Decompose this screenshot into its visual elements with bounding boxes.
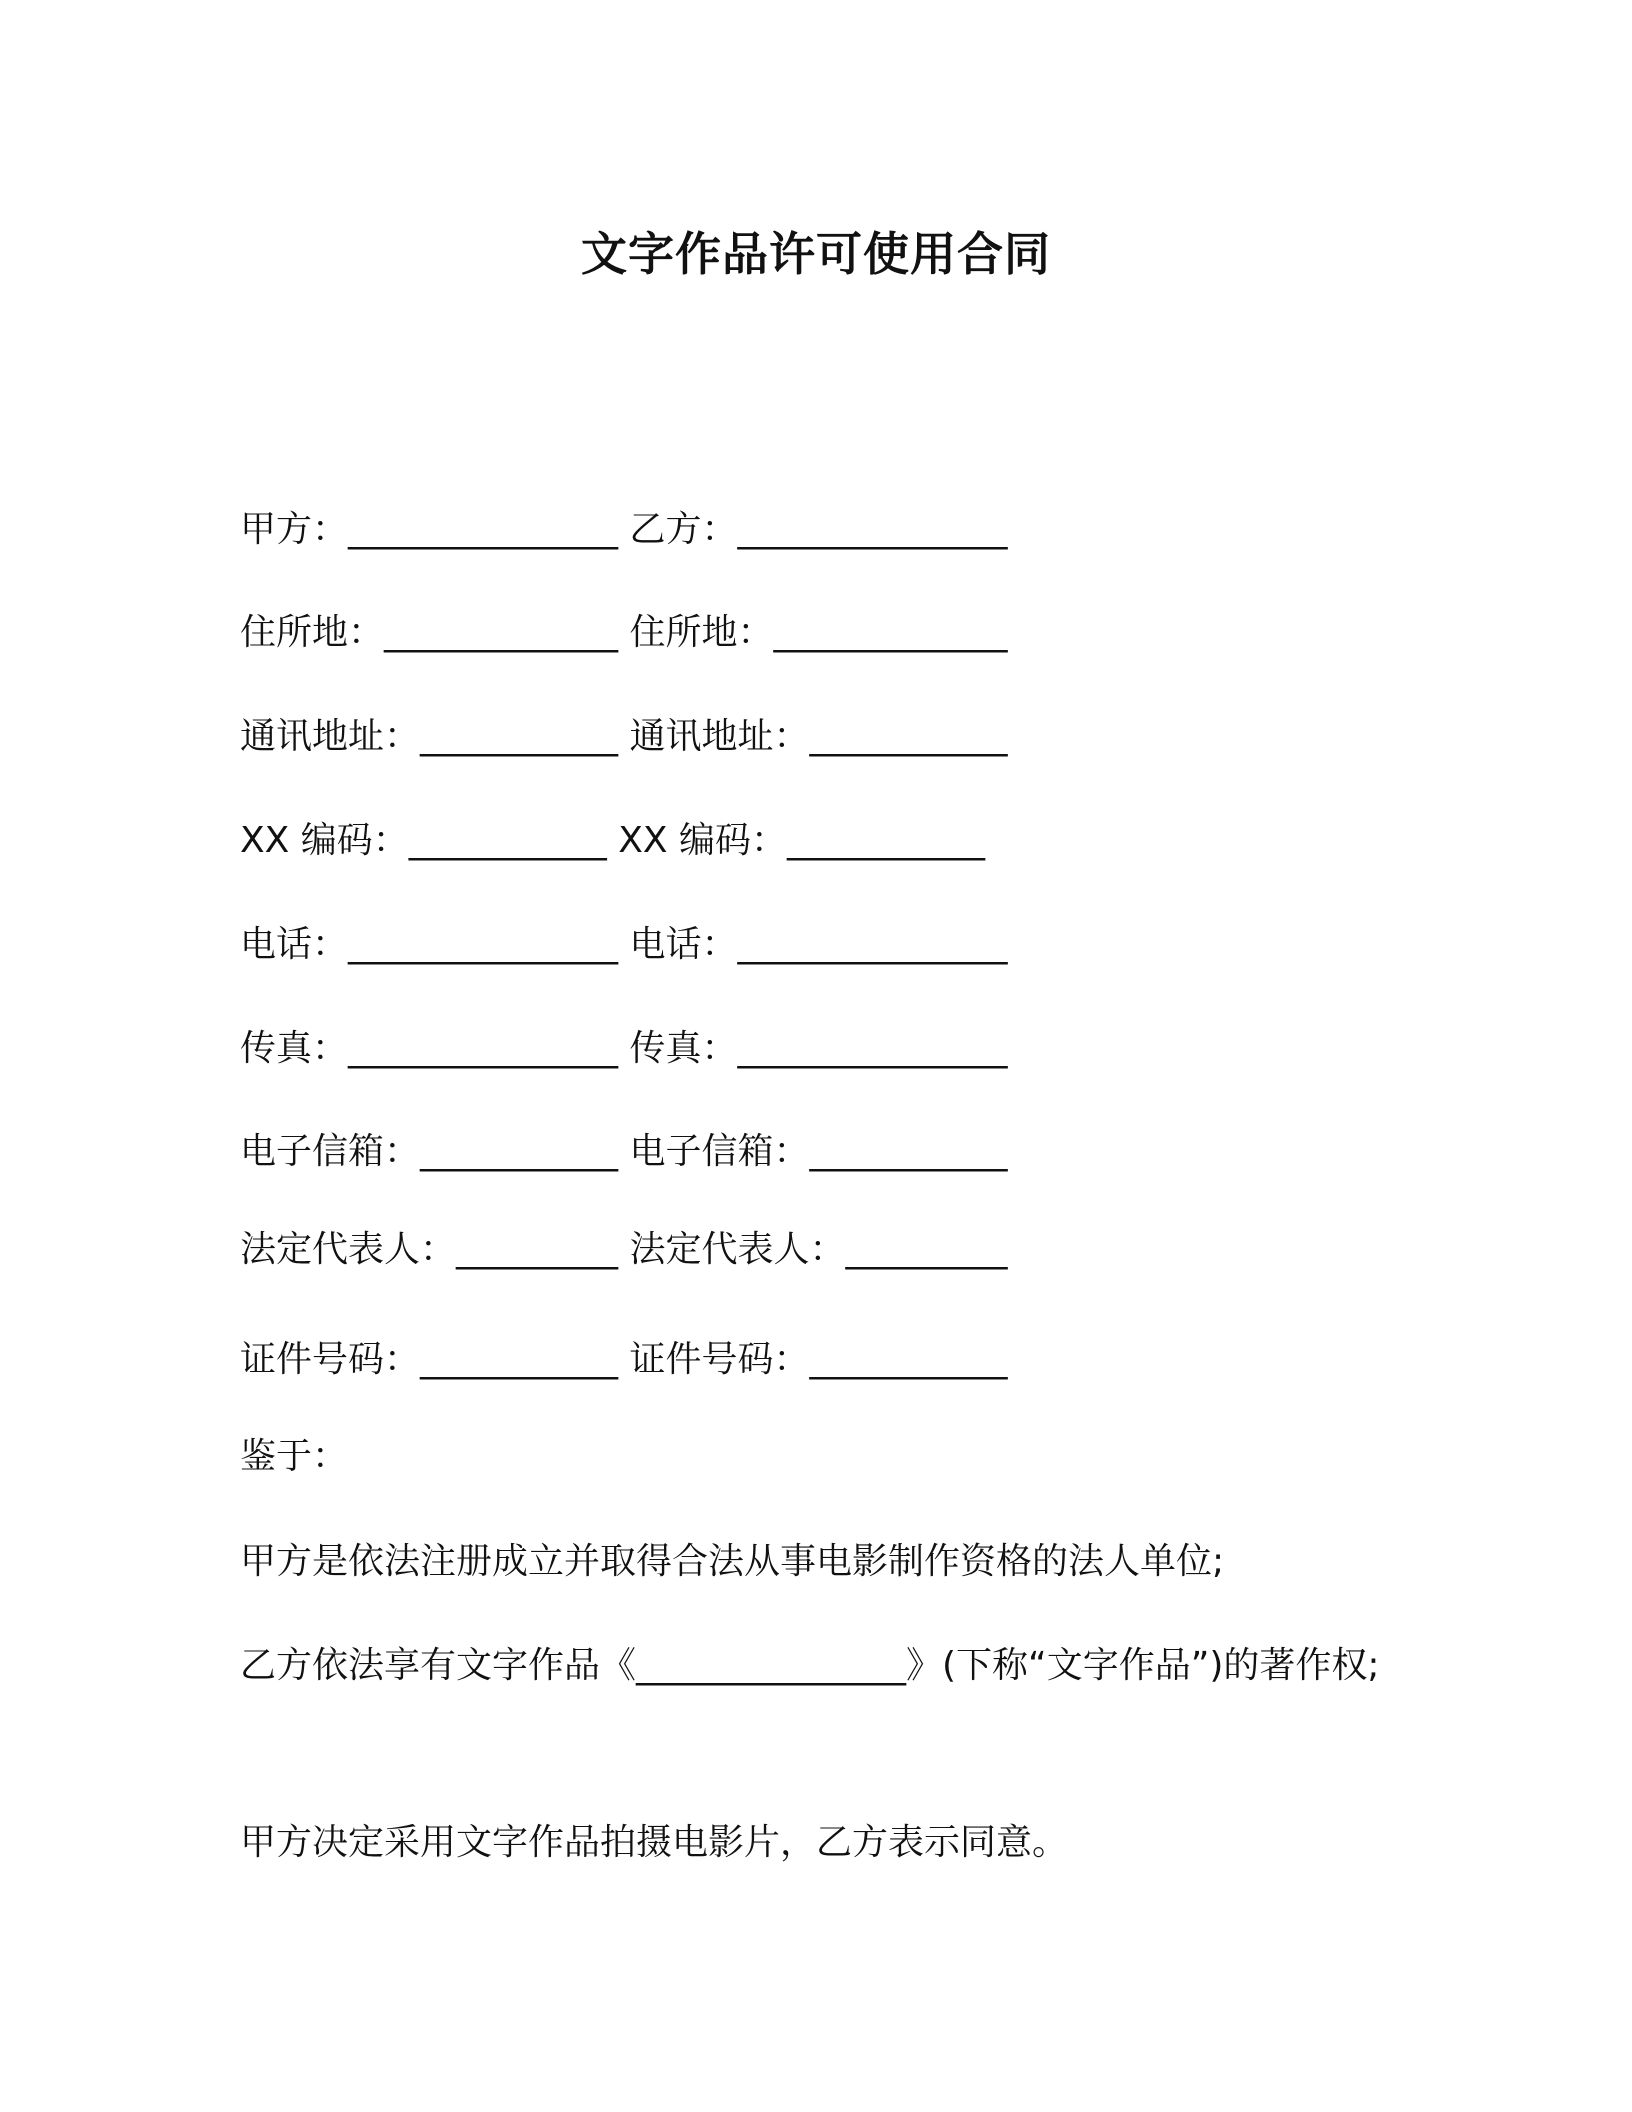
party-postcode-row: XX 编码：___________ XX 编码：___________ xyxy=(240,820,985,861)
party-fax-row: 传真：_______________ 传真：_______________ xyxy=(240,1028,1008,1069)
party-name-row: 甲方：_______________ 乙方：_______________ xyxy=(240,509,1008,550)
party-address-row: 通讯地址：___________ 通讯地址：___________ xyxy=(240,716,1008,757)
party-phone-row: 电话：_______________ 电话：_______________ xyxy=(240,924,1008,965)
recital-paragraph: 甲方决定采用文字作品拍摄电影片，乙方表示同意。 xyxy=(240,1822,1069,1863)
recital-paragraph: 乙方依法享有文字作品《_______________》(下称“文字作品”)的著作权; xyxy=(240,1645,1380,1686)
party-email-row: 电子信箱：___________ 电子信箱：___________ xyxy=(240,1131,1008,1172)
party-domicile-row: 住所地：_____________ 住所地：_____________ xyxy=(240,612,1008,653)
recital-paragraph: 甲方是依法注册成立并取得合法从事电影制作资格的法人单位; xyxy=(240,1541,1225,1582)
document-title: 文字作品许可使用合同 xyxy=(581,227,1051,281)
whereas-heading: 鉴于： xyxy=(240,1436,349,1477)
party-id-number-row: 证件号码：___________ 证件号码：___________ xyxy=(240,1339,1008,1380)
party-legal-rep-row: 法定代表人：_________ 法定代表人：_________ xyxy=(240,1229,1008,1270)
